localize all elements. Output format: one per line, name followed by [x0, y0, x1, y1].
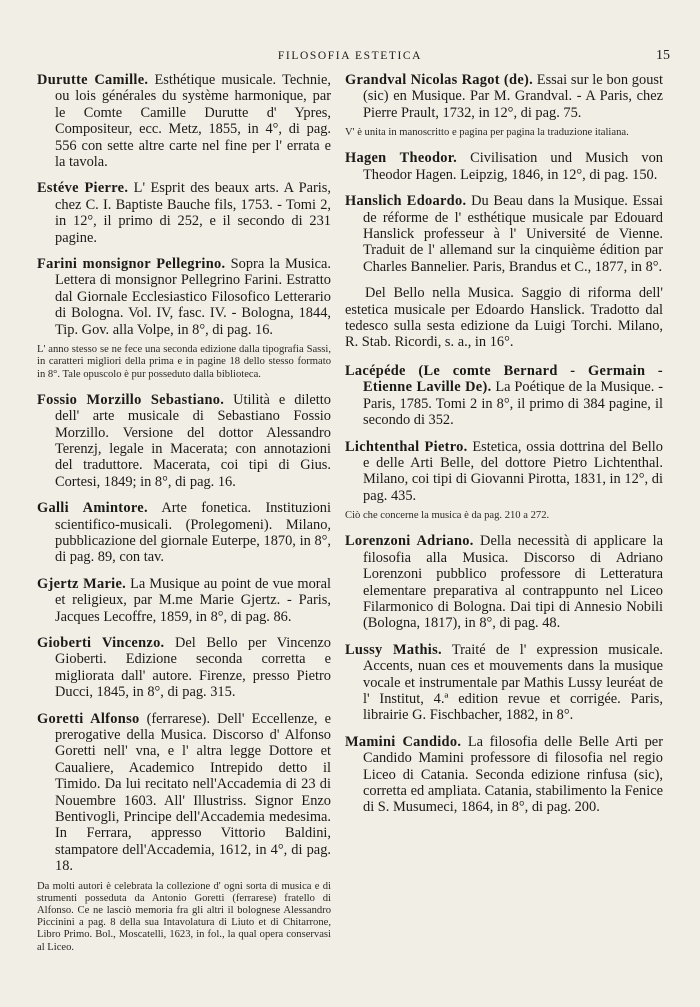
entry-text: Esthétique musicale. Technie, ou lois générales du système harmonique, par le Comte Camille Durutte d' Ypres, Compositeur, ecc. Metz, 1855, in 4°, di pag. 556 con sette altre carte nel fine per l' errata e la tavola. — [55, 72, 331, 171]
bibliography-entry — [345, 193, 663, 275]
bibliography-entry — [37, 500, 331, 566]
entry-text: Du Beau dans la Musique. Essai de réforme de l' esthétique musicale par Edouard Hanslick professeur à l' Université de Vienne. Traduit de l' allemand sur la cinquième édition par Charles Bannelier. Paris, Brandus et C., 1877, in 8°. — [363, 193, 663, 275]
entry-author: Farini monsignor Pellegrino. — [37, 256, 226, 273]
right-column — [345, 72, 663, 826]
entry-author: Lorenzoni Adriano. — [345, 533, 474, 550]
page-number: 15 — [656, 48, 670, 63]
entry-author: Hanslich Edoardo. — [345, 193, 467, 210]
entry-text: Essai sur le bon goust (sic) en Musique. Par M. Grandval. - A Paris, chez Pierre Prault, 1732, in 12°, di pag. 75. — [363, 72, 663, 121]
entry-author: Lacépéde (Le comte Bernard - Germain - Etienne Laville De). — [345, 362, 663, 396]
bibliography-entry — [37, 576, 331, 625]
entry-author: Galli Amintore. — [37, 500, 148, 517]
entry-note: L' anno stesso se ne fece una seconda edizione dalla tipografia Sassi, in caratteri migliori della prima e in pagine 18 dello stesso formato in 8°. Tale opuscolo è pur posseduto dalla biblioteca. — [37, 344, 331, 380]
entry-note: Da molti autori è celebrata la collezione d' ogni sorta di musica e di strumenti posseduta da Antonio Goretti (ferrarese) fratello di Alfonso. Ce ne lasciò memoria fra gli altri il bolognese Alessandro Piccinini a pag. 8 della sua Intavolatura di Liuto et di Chitarrone, Libro Primo. Bol., Moscatelli, 1623, in fol., la qual opera conservasi al Liceo. — [37, 880, 331, 953]
entry-text: Utilità e diletto dell' arte musicale di Sebastiano Fossio Morzillo. Versione del dottor Alessandro Terenzj, legale in Macerata; con annotazioni del traduttore. Macerata, coi tipi di Gius. Cortesi, 1849; in 8°, di pag. 16. — [55, 391, 331, 490]
entry-author: Mamini Candido. — [345, 733, 462, 750]
bibliography-entry — [37, 635, 331, 701]
entry-note: V' è unita in manoscritto e pagina per pagina la traduzione italiana. — [345, 127, 629, 139]
bibliography-entry — [37, 180, 331, 246]
entry-sub-edition: Del Bello nella Musica. Saggio di riforma dell' estetica musicale per Edoardo Hanslick. Tradotto dal tedesco sulla sesta edizione da Luigi Torchi. Milano, R. Stab. Ricordi, s. a., in 16°. — [345, 285, 663, 351]
entry-text: (ferrarese). Dell' Eccellenze, e prerogative della Musica. Discorso d' Alfonso Goretti nell' vna, e l' altra legge Dottore et Caualiere, Academico Intrepido detto il Timido. Da lui recitato nell'Accademia di 23 di Nouembre 1603. All' Illustriss. Signor Enzo Bentivogli, Principe dell'Accademia medesima. In Ferrara, appresso Vittorio Baldini, stampatore dell'Accademia, 1612, in 4°, di pag. 18. — [55, 710, 331, 875]
bibliography-entry — [345, 533, 663, 631]
entry-text: Arte fonetica. Instituzioni scientifico-musicali. (Prolegomeni). Milano, pubblicazione del giornale Euterpe, 1870, in 8°, di pag. 89, con tav. — [55, 500, 331, 566]
bibliography-entry — [37, 711, 331, 875]
entry-author: Fossio Morzillo Sebastiano. — [37, 391, 225, 408]
entry-note: Ciò che concerne la musica è da pag. 210 a 272. — [345, 510, 550, 522]
running-title: FILOSOFIA ESTETICA — [277, 50, 423, 62]
bibliography-entry — [37, 392, 331, 490]
bibliography-entry — [345, 72, 663, 121]
entry-text: Sopra la Musica. Lettera di monsignor Pellegrino Farini. Estratto dal Giornale Ecclesiastico Filosofico Letterario di Bologna. Vol. IV, fasc. IV. - Bologna, 1844, Tip. Gov. alla Volpe, in 8°, di pag. 16. — [55, 256, 331, 338]
bibliography-entry — [37, 72, 331, 170]
bibliography-entry — [345, 150, 663, 183]
entry-text: L' Esprit des beaux arts. A Paris, chez C. I. Baptiste Bauche fils, 1753. - Tomi 2, in 12°, il primo di 252, e il secondo di 231 pagine. — [55, 180, 331, 246]
bibliography-entry — [345, 439, 663, 505]
entry-text: Civilisation und Musich von Theodor Hagen. Leipzig, 1846, in 12°, di pag. 150. — [363, 150, 663, 183]
bibliography-entry — [37, 256, 331, 338]
entry-text: Traité de l' expression musicale. Accents, nuan ces et mouvements dans la musique vocale et instrumentale par Mathis Lussy leuréat de l' Institut, 4.ª edition revue et corrigée. Paris, librairie G. Fischbacher, 1882, in 8°. — [363, 641, 664, 724]
entry-text: Della necessità di applicare la filosofia alla Musica. Discorso di Adriano Lorenzoni pubblico professore di Letteratura elementare preparativa al contrappunto nel Liceo Filarmonico di Bologna. Dai tipi di Annesio Nobili (Bologna, 1817), in 8°, di pag. 48. — [363, 533, 663, 632]
entry-text: La Poétique de la Musique. - Paris, 1785. Tomi 2 in 8°, il primo di 384 pagine, il secondo di 352. — [363, 379, 663, 429]
entry-author: Durutte Camille. — [37, 72, 149, 88]
bibliography-entry — [345, 363, 663, 429]
entry-author: Hagen Theodor. — [345, 150, 458, 167]
entry-author: Estéve Pierre. — [37, 180, 129, 197]
entry-text: Del Bello per Vincenzo Gioberti. Edizione seconda corretta e migliorata dall' autore. Firenze, presso Pietro Ducci, 1845, in 8°, di pag. 315. — [55, 634, 331, 701]
entry-text: La Musique au point de vue moral et religieux, par M.me Marie Gjertz. - Paris, Jacques Lecoffre, 1859, in 8°, di pag. 86. — [55, 575, 331, 625]
running-header — [30, 50, 670, 68]
entry-author: Lichtenthal Pietro. — [345, 438, 468, 455]
entry-author: Gioberti Vincenzo. — [37, 634, 165, 651]
entry-author: Gjertz Marie. — [37, 575, 127, 592]
entry-author: Lussy Mathis. — [345, 641, 442, 658]
left-column — [37, 72, 331, 965]
entry-text: La filosofia delle Belle Arti per Candido Mamini professore di filosofia nel regio Liceo di Catania. Seconda edizione rinfusa (sic), corretta ed ampliata. Catania, stabilimento la Fenice di S. Musumeci, 1864, in 8°, di pag. 200. — [363, 733, 663, 816]
bibliography-entry — [345, 642, 663, 724]
bibliography-entry — [345, 734, 663, 816]
entry-text: Estetica, ossia dottrina del Bello e delle Arti Belle, del dottore Pietro Lichtenthal. Milano, coi tipi di Giovanni Pirotta, 1831, in 12°, di pag. 435. — [363, 438, 663, 504]
entry-author: Goretti Alfonso — [37, 710, 140, 727]
entry-author: Grandval Nicolas Ragot (de). — [345, 72, 533, 88]
